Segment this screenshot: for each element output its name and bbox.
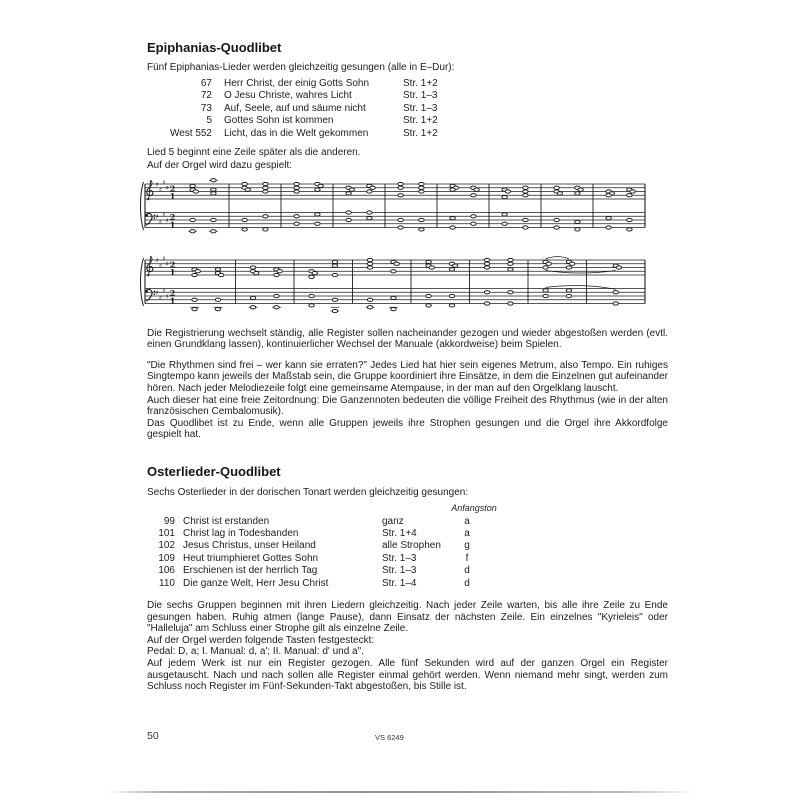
svg-text:2: 2 — [169, 287, 176, 298]
song-row — [147, 553, 668, 565]
song-title: Heut triumphieret Gottes Sohn — [183, 552, 319, 564]
song-number: 5 — [206, 115, 212, 127]
svg-text:2: 2 — [169, 182, 176, 193]
song-title: Herr Christ, der einig Gotts Sohn — [224, 77, 370, 89]
song-row — [147, 578, 668, 590]
song-verses: Str. 1–3 — [382, 565, 417, 577]
svg-text:♯: ♯ — [158, 293, 162, 302]
section1-title: Epiphanias-Quodlibet — [147, 40, 282, 55]
svg-text:1: 1 — [169, 294, 176, 305]
svg-text:♯: ♯ — [162, 177, 166, 186]
song-number: 109 — [158, 552, 175, 564]
section2-title: Osterlieder-Quodlibet — [147, 463, 281, 479]
song-verses: Str. 1+4 — [382, 527, 417, 539]
plate-number: VS 6249 — [375, 733, 404, 742]
svg-text:2: 2 — [169, 211, 176, 222]
anfangston-column-header: Anfangston — [451, 502, 497, 513]
song-number: 101 — [158, 527, 175, 539]
song-verses: Str. 1–3 — [403, 90, 438, 102]
svg-text:♯: ♯ — [155, 288, 159, 297]
song-number: 110 — [159, 577, 175, 589]
music-system-2 — [139, 250, 668, 314]
song-row — [147, 516, 668, 528]
song-row — [147, 540, 668, 552]
svg-text:♯: ♯ — [155, 255, 159, 264]
svg-text:♯: ♯ — [162, 210, 166, 219]
song-row — [147, 90, 668, 103]
song-verses: Str. 1+2 — [403, 77, 438, 89]
song-row — [147, 78, 668, 91]
song-row — [147, 103, 668, 116]
song-row — [147, 528, 668, 540]
paragraph: "Die Rhythmen sind frei – wer kann sie erraten?" Jedes Lied hat hier sein eigenes Metrum, also Tempo. Ein ruhiges Singtempo kann jeweils der Maßstab sein, die Gruppe koordiniert ihre Einsätze, in dem die Einzelnen gut aufeinander hören. Nach jeder Melodiezeile folgt eine gemeinsame Atempause, in der man auf den Orgelklang lauscht. — [147, 359, 668, 394]
music-system-1-svg — [139, 174, 651, 238]
song-anfangston: g — [464, 540, 470, 552]
song-title: O Jesu Christe, wahres Licht — [224, 90, 352, 102]
song-number: West 552 — [169, 127, 212, 139]
song-number: 99 — [163, 515, 175, 527]
paragraph: Die Registrierung wechselt ständig, alle Register sollen nacheinander gezogen und wieder abgestoßen werden (evtl. einen Grundklang lassen), kontinuierlicher Wechsel der Manuale (akkordweise) beim Spielen. — [147, 327, 668, 351]
page-bottom-edge — [105, 791, 697, 793]
note-orgel: Auf der Orgel wird dazu gespielt: — [147, 160, 293, 172]
song-title: Die ganze Welt, Herr Jesu Christ — [183, 577, 329, 589]
paragraph: Die sechs Gruppen beginnen mit ihren Liedern gleichzeitig. Nach jeder Zeile warten, bis alle ihre Zeile zu Ende gesungen haben. Ruhig atmen (lange Pause), dann Einsatz der nächsten Zeile. Ein einzelnes "Kyrieleis" oder "Halleluja" am Schluss einer Strophe gilt als einzelne Zeile. — [147, 599, 668, 635]
song-anfangston: a — [464, 527, 470, 539]
song-anfangston: a — [464, 515, 470, 527]
music-system-2-svg — [139, 250, 651, 314]
song-verses: Str. 1–3 — [382, 552, 417, 564]
song-number: 67 — [200, 77, 212, 89]
song-anfangston: d — [464, 577, 470, 589]
page-content — [147, 40, 668, 693]
paragraph: Auf der Orgel werden folgende Tasten festgesteckt: — [147, 634, 375, 646]
song-number: 106 — [158, 565, 175, 577]
svg-text:♯: ♯ — [155, 212, 159, 221]
song-number: 73 — [200, 102, 212, 114]
svg-text:♯: ♯ — [162, 286, 166, 295]
page-number: 50 — [147, 730, 159, 742]
svg-text:♯: ♯ — [162, 253, 166, 262]
osterlieder-song-list — [147, 516, 668, 590]
paragraph: Auch dieser hat eine freie Zeitordnung: Die Ganzennoten bedeuten die völlige Freiheit des Rhythmus (wie in der alten französischen Cembalomusik). — [147, 394, 668, 418]
svg-text:♯: ♯ — [155, 179, 159, 188]
svg-text:♯: ♯ — [165, 259, 169, 268]
song-verses: alle Strophen — [382, 540, 441, 552]
song-row — [147, 565, 668, 577]
song-title: Gottes Sohn ist kommen — [224, 115, 334, 127]
svg-text:1: 1 — [169, 266, 176, 277]
svg-text:1: 1 — [169, 218, 176, 229]
song-anfangston: d — [464, 565, 470, 577]
song-title: Auf, Seele, auf und säume nicht — [224, 102, 366, 114]
song-number: 102 — [158, 540, 175, 552]
music-system-1 — [139, 174, 668, 238]
epiphanias-song-list — [147, 78, 668, 141]
svg-text:1: 1 — [169, 190, 176, 201]
song-verses: ganz — [382, 515, 404, 527]
note-lied5: Lied 5 beginnt eine Zeile später als die anderen. — [147, 146, 361, 158]
paragraph: Pedal: D, a; I. Manual: d, a'; II. Manual: d' und a". — [147, 646, 364, 658]
song-title: Erschienen ist der herrlich Tag — [183, 565, 318, 577]
song-title: Christ lag in Todesbanden — [183, 527, 299, 539]
svg-text:♯: ♯ — [158, 217, 162, 226]
song-number: 72 — [200, 90, 212, 102]
song-verses: Str. 1–3 — [403, 102, 438, 114]
song-verses: Str. 1+2 — [403, 115, 438, 127]
song-verses: Str. 1–4 — [382, 577, 417, 589]
svg-text:♯: ♯ — [165, 183, 169, 192]
svg-text:♯: ♯ — [158, 261, 162, 270]
song-anfangston: f — [465, 552, 469, 564]
song-row — [147, 115, 668, 128]
section1-intro: Fünf Epiphanias-Lieder werden gleichzeitig gesungen (alle in E–Dur): — [147, 62, 455, 73]
paragraph: Das Quodlibet ist zu Ende, wenn alle Gruppen jeweils ihre Strophen gesungen und die Orgel ihre Akkordfolge gespielt hat. — [147, 417, 668, 441]
song-title: Jesus Christus, unser Heiland — [183, 540, 316, 552]
song-title: Licht, das in die Welt gekommen — [224, 127, 369, 139]
svg-text:♯: ♯ — [165, 215, 169, 224]
section2-intro: Sechs Osterlieder in der dorischen Tonart werden gleichzeitig gesungen: — [147, 486, 469, 498]
song-row — [147, 128, 668, 141]
song-title: Christ ist erstanden — [183, 515, 270, 527]
song-verses: Str. 1+2 — [403, 127, 438, 139]
svg-text:2: 2 — [169, 258, 176, 269]
svg-text:♯: ♯ — [165, 291, 169, 300]
section1-notes — [147, 146, 668, 173]
paragraph: Auf jedem Werk ist nur ein Register gezogen. Alle fünf Sekunden wird auf der ganzen Orgel ein Register ausgetauscht. Nach und nach sollen alle Register einmal gehört werden. Wenn niemand mehr singt, werden zum Schluss noch Register im Fünf-Sekunden-Takt abgestoßen, bis Stille ist. — [147, 657, 668, 693]
svg-text:♯: ♯ — [158, 185, 162, 194]
